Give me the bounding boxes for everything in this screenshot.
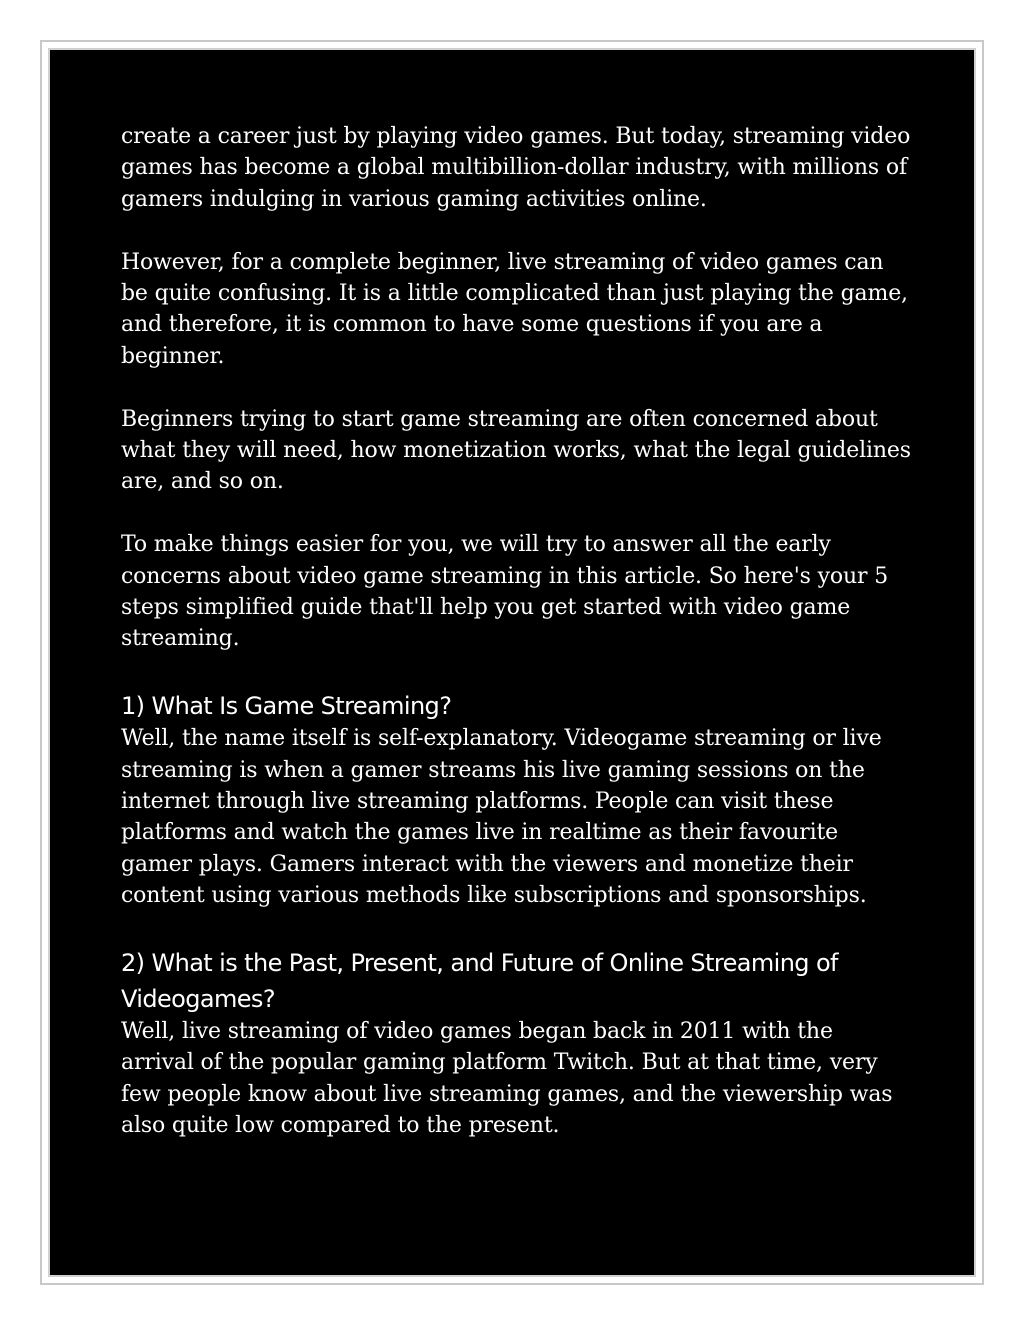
- section-body-2: Well, live streaming of video games began back in 2011 with the arrival of the popular gaming platform Twitch. But at that time, very few people know about live streaming games, and the viewership was also quite low compared to the present.: [121, 1019, 893, 1139]
- paragraph-intro-3: Beginners trying to start game streaming are often concerned about what they will need, how monetization works, what the legal guidelines are, and so on.: [121, 406, 911, 495]
- paragraph-intro-1: create a career just by playing video games. But today, streaming video games has become a global multibillion-dollar industry, with millions of gamers indulging in various gaming activities online.: [121, 124, 911, 212]
- paragraph-intro-2: However, for a complete beginner, live streaming of video games can be quite confusing. It is a little complicated than just playing the game, and therefore, it is common to have some questions if you are a beginner.: [121, 249, 908, 369]
- section-heading-2: 2) What is the Past, Present, and Future of Online Streaming of Videogames?: [121, 949, 838, 1014]
- section-heading-1: 1) What Is Game Streaming?: [121, 692, 452, 721]
- article-body: [121, 121, 911, 1173]
- section-body-1: Well, the name itself is self-explanatory. Videogame streaming or live streaming is when a gamer streams his live gaming sessions on the internet through live streaming platforms. People can visit these platforms and watch the games live in realtime as their favourite gamer plays. Gamers interact with the viewers and monetize their content using various methods like subscriptions and sponsorships.: [121, 726, 882, 909]
- paragraph-intro-4: To make things easier for you, we will try to answer all the early concerns about video game streaming in this article. So here's your 5 steps simplified guide that'll help you get started with video game streaming.: [121, 532, 889, 652]
